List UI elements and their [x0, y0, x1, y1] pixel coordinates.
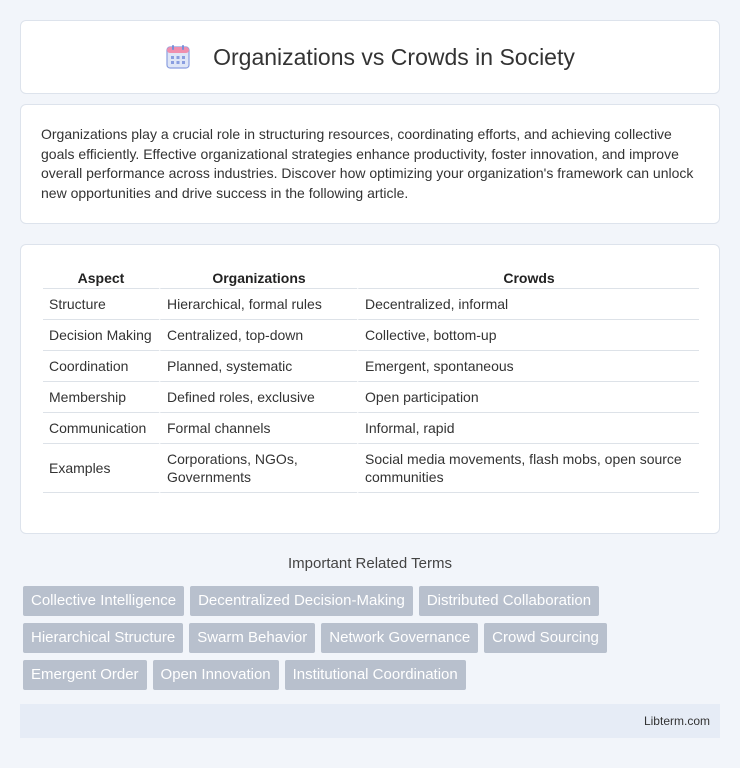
- tag-collective-intelligence[interactable]: Collective Intelligence: [23, 586, 184, 616]
- comparison-card: [20, 244, 720, 534]
- table-row: [43, 413, 699, 444]
- tag-swarm-behavior[interactable]: Swarm Behavior: [189, 623, 315, 653]
- cell-crowds: Collective, bottom-up: [357, 320, 699, 351]
- cell-organizations: Centralized, top-down: [159, 320, 357, 351]
- cell-aspect: Membership: [43, 382, 159, 413]
- tag-decentralized-decision-making[interactable]: Decentralized Decision-Making: [190, 586, 413, 616]
- tag-hierarchical-structure[interactable]: Hierarchical Structure: [23, 623, 183, 653]
- tag-open-innovation[interactable]: Open Innovation: [153, 660, 279, 690]
- related-terms: [23, 586, 723, 697]
- cell-aspect: Decision Making: [43, 320, 159, 351]
- tag-institutional-coordination[interactable]: Institutional Coordination: [285, 660, 466, 690]
- table-row: [43, 382, 699, 413]
- cell-aspect: Examples: [43, 444, 159, 493]
- comparison-table: [43, 265, 699, 493]
- table-header-row: [43, 265, 699, 289]
- cell-crowds: Emergent, spontaneous: [357, 351, 699, 382]
- tag-row: [23, 623, 723, 653]
- cell-aspect: Coordination: [43, 351, 159, 382]
- header-crowds: Crowds: [357, 265, 699, 289]
- cell-organizations: Defined roles, exclusive: [159, 382, 357, 413]
- tag-row: [23, 660, 723, 690]
- footer: [20, 704, 720, 738]
- cell-crowds: Open participation: [357, 382, 699, 413]
- table-row: [43, 289, 699, 320]
- intro-text: Organizations play a crucial role in structuring resources, coordinating efforts, and achieving collective goals efficiently. Effective organizational strategies enhance productivity, foster innovation, and improve overall performance across industries. Discover how optimizing your organization's framework can unlock new opportunities and drive success in the following article.: [41, 126, 694, 201]
- tag-crowd-sourcing[interactable]: Crowd Sourcing: [484, 623, 607, 653]
- header-aspect: Aspect: [43, 265, 159, 289]
- page-title: Organizations vs Crowds in Society: [213, 43, 575, 70]
- cell-aspect: Structure: [43, 289, 159, 320]
- table-row: [43, 351, 699, 382]
- table-row: [43, 444, 699, 493]
- header-card: [20, 20, 720, 94]
- cell-crowds: Social media movements, flash mobs, open source communities: [357, 444, 699, 493]
- tag-emergent-order[interactable]: Emergent Order: [23, 660, 147, 690]
- cell-organizations: Planned, systematic: [159, 351, 357, 382]
- cell-organizations: Hierarchical, formal rules: [159, 289, 357, 320]
- footer-site-link[interactable]: Libterm.com: [643, 714, 710, 728]
- cell-crowds: Decentralized, informal: [357, 289, 699, 320]
- table-row: [43, 320, 699, 351]
- cell-organizations: Corporations, NGOs, Governments: [159, 444, 357, 493]
- tag-row: [23, 586, 723, 616]
- intro-card: [20, 104, 720, 224]
- cell-aspect: Communication: [43, 413, 159, 444]
- related-terms-title: Important Related Terms: [288, 555, 452, 572]
- cell-crowds: Informal, rapid: [357, 413, 699, 444]
- calendar-icon: [165, 44, 191, 70]
- tag-network-governance[interactable]: Network Governance: [321, 623, 478, 653]
- tag-distributed-collaboration[interactable]: Distributed Collaboration: [419, 586, 599, 616]
- header-organizations: Organizations: [159, 265, 357, 289]
- cell-organizations: Formal channels: [159, 413, 357, 444]
